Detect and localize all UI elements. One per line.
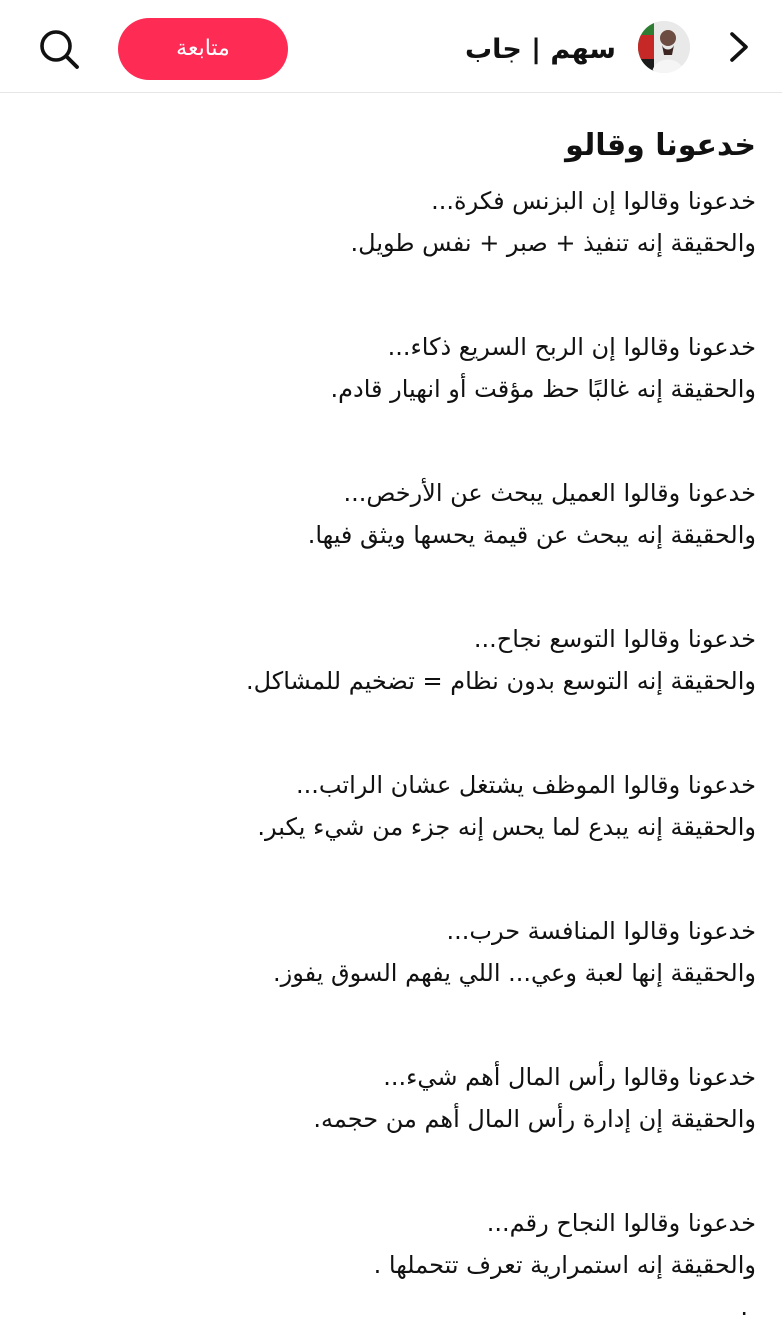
stanza-line: خدعونا وقالوا العميل يبحث عن الأرخص... [343,479,756,507]
stanza [20,472,756,556]
stanza-line: خدعونا وقالوا المنافسة حرب... [446,917,756,945]
avatar[interactable] [638,21,690,73]
search-icon [36,26,82,72]
stanza-line: والحقيقة إنه استمرارية تعرف تتحملها . [373,1251,756,1279]
stanza-line: خدعونا وقالوا التوسع نجاح... [473,625,756,653]
stanza-line: والحقيقة إنها لعبة وعي... اللي يفهم السوق يفوز. [272,959,756,987]
stanza [20,1056,756,1140]
search-button[interactable] [36,26,82,72]
stanza-line: خدعونا وقالوا إن الربح السريع ذكاء... [387,333,756,361]
stanza-line: والحقيقة إنه غالبًا حظ مؤقت أو انهيار قادم. [330,375,756,403]
stanza-line: خدعونا وقالوا الموظف يشتغل عشان الراتب... [295,771,756,799]
stanza [20,618,756,702]
stanza [20,1202,756,1286]
post-title: خدعونا وقالو [565,128,756,163]
chevron-right-icon [722,30,756,64]
top-bar [0,0,782,93]
stanza-line: خدعونا وقالوا رأس المال أهم شيء... [383,1063,756,1091]
stanza [20,910,756,994]
stanza-line: خدعونا وقالوا إن البزنس فكرة... [431,187,756,215]
trailing-text: . [740,1293,748,1321]
stanza-line: والحقيقة إن إدارة رأس المال أهم من حجمه. [313,1105,756,1133]
username[interactable]: سهم | جاب [465,34,616,65]
stanza [20,180,756,264]
back-button[interactable] [722,30,756,64]
stanza-line: خدعونا وقالوا النجاح رقم... [486,1209,756,1237]
post-content [20,118,756,1322]
stanza-line: والحقيقة إنه يبدع لما يحس إنه جزء من شيء يكبر. [257,813,756,841]
stanza-line: والحقيقة إنه التوسع بدون نظام = تضخيم للمشاكل. [246,667,756,695]
avatar-image [638,21,690,73]
stanza [20,764,756,848]
stanza-line: والحقيقة إنه يبحث عن قيمة يحسها ويثق فيها. [307,521,756,549]
stanza [20,326,756,410]
stanza-line: والحقيقة إنه تنفيذ + صبر + نفس طويل. [350,229,756,257]
follow-button[interactable]: متابعة [118,18,288,80]
